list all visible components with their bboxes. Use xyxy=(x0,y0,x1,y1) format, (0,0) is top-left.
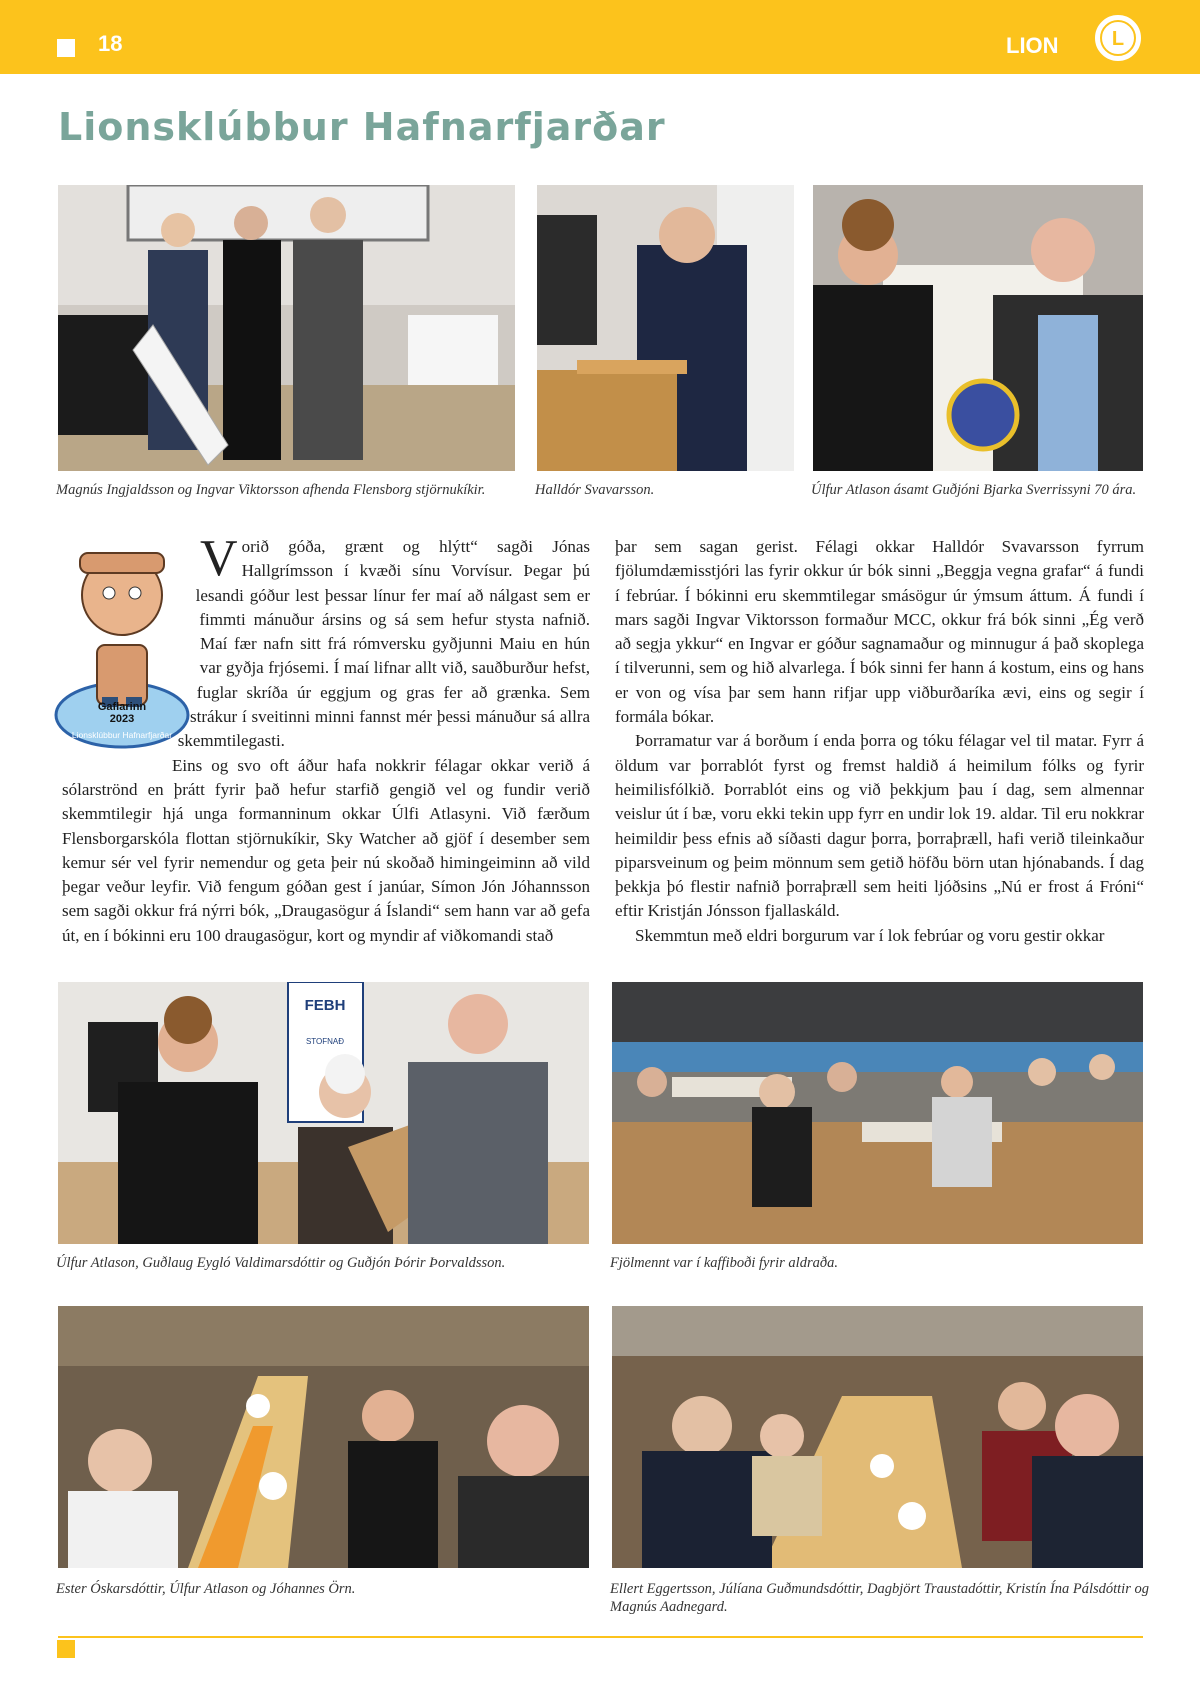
page-marker-square xyxy=(57,39,75,57)
caption-cafe-hall: Fjölmennt var í kaffiboði fyrir aldraða. xyxy=(610,1255,838,1271)
photo-flowers xyxy=(58,982,589,1244)
svg-text:2023: 2023 xyxy=(109,713,135,725)
paragraph-1: Vorið góða, grænt og hlýtt“ sagði Jónas Hallgrímsson í kvæði sínu Vorvísur. Þegar þú lesandi góður lest þessar línur fer maí að nálgast sem er fimmti mánuður ársins og sá sem hefur stysta nafnið. Maí fær nafn sitt frá rómversku gyðjunni Maiu en hún var gyðja frjósemi. Í maí lifnar allt við, sauðburður hefst, fuglar skríða úr eggjum og gras fer að grænka. Sem strákur í sveitinni minni fannst mér þessi mánuður sá allra skemmtilegasti. xyxy=(177,530,590,751)
photo-handshake xyxy=(813,185,1143,471)
photo-telescope xyxy=(58,185,515,471)
caption-flowers: Úlfur Atlason, Guðlaug Eygló Valdimarsdóttir og Guðjón Þórir Þorvaldsson. xyxy=(56,1255,506,1271)
article-column-right xyxy=(615,535,1144,948)
footer-marker-square xyxy=(57,1640,75,1658)
svg-text:L: L xyxy=(1111,28,1125,50)
photo-table-right xyxy=(612,1306,1143,1568)
article-title: Lionsklúbbur Hafnarfjarðar xyxy=(58,105,666,149)
article-column-left xyxy=(62,530,590,948)
header-bar xyxy=(0,0,1200,74)
magazine-name: LION xyxy=(1006,33,1059,58)
svg-text:Lionsklúbbur Hafnarfjarðar: Lionsklúbbur Hafnarfjarðar xyxy=(71,730,173,740)
caption-telescope: Magnús Ingjaldsson og Ingvar Viktorsson afhenda Flensborg stjörnukíkir. xyxy=(56,482,486,498)
paragraph-3: þar sem sagan gerist. Félagi okkar Halldór Svavarsson fyrrum fjölumdæmisstjóri las fyrir okkur úr bók sinni „Beggja vegna grafar“ á fundi í febrúar. Í bókinni eru skemmtilegar smásögur úr ýmsum áttum. Á fundi í mars sagði Ingvar Viktorsson formaður MCC, okkur frá bók sinni „Ég verð að segja ykkur“ en Ingvar er góður sagnamaður og minnugur á það skoplega í tilverunni, sem og hið alvarlega. Í bók sinni fer hann á kostum, eins og hans er von og vísa þar sem hann rifjar upp viðburðaríka ævi, eins og segir í formála bókar. xyxy=(615,537,1144,727)
footer-rule xyxy=(58,1636,1143,1638)
paragraph-5: Skemmtun með eldri borgurum var í lok febrúar og voru gestir okkar xyxy=(635,925,1105,945)
paragraph-4: Þorramatur var á borðum í enda þorra og tóku félagar vel til matar. Fyrr á öldum var þorrablót fyrst og fremst haldið á heimilum fólks og fyrir heimilisfólkið. Þorrablót eins og við þekkjum þau í dag, sem almennar veislur út í bæ, voru ekki tekin upp fyrr en undir lok 19. aldar. Til eru nokkrar heimildir þess efnis að síðasti dagur þorra, þorraþræll, hafi verið tileinkaður piparsveinum og þeim mönnum sem getið höfðu börn utan hjónabands. Í dag þekkja þó flestir nafnið þorraþræll sem heiti ljóðsins „Nú er frost á Fróni“ eftir Kristján Jónsson fjallaskáld. xyxy=(615,731,1144,921)
caption-handshake: Úlfur Atlason ásamt Guðjóni Bjarka Sverrissyni 70 ára. xyxy=(811,482,1137,498)
gaflarinn-mascot-icon xyxy=(52,535,192,755)
caption-table-right: Ellert Eggertsson, Júlíana Guðmundsdóttir, Dagbjört Traustadóttir, Kristín Ína Pálsdóttir og Magnús Aadnegard. xyxy=(610,1581,1149,1615)
photo-cafe-hall xyxy=(612,982,1143,1244)
svg-text:STOFNAÐ: STOFNAÐ xyxy=(305,1037,345,1046)
photo-table-left xyxy=(58,1306,589,1568)
svg-text:FEBH: FEBH xyxy=(304,997,346,1014)
lions-logo-icon xyxy=(1092,12,1144,64)
svg-text:Gaflarinn: Gaflarinn xyxy=(97,701,147,713)
page-number: 18 xyxy=(98,31,123,56)
caption-podium: Halldór Svavarsson. xyxy=(535,482,655,498)
paragraph-2: Eins og svo oft áður hafa nokkrir félagar okkar verið á sólarströnd en þrátt fyrir það hefur starfið gengið vel og fundir verið skemmtilegir hjá unga formanninum okkar Úlfi Atlasyni. Við færðum Flensborgarskóla flottan stjörnukíkir, Sky Watcher að gjöf í desember sem kemur sér vel fyrir nemendur og geta þeir nú skoðað himingeiminn að vild þegar veður leyfir. Við fengum góðan gest í janúar, Símon Jón Jóhannsson sem sagði okkur frá nýrri bók, „Draugasögur á Íslandi“ sem hann var að gefa út, en í bókinni eru 100 draugasögur, kort og myndir af viðkomandi stað xyxy=(62,755,590,945)
drop-cap: V xyxy=(200,530,238,587)
caption-table-left: Ester Óskarsdóttir, Úlfur Atlason og Jóhannes Örn. xyxy=(56,1581,356,1597)
photo-podium xyxy=(537,185,794,471)
